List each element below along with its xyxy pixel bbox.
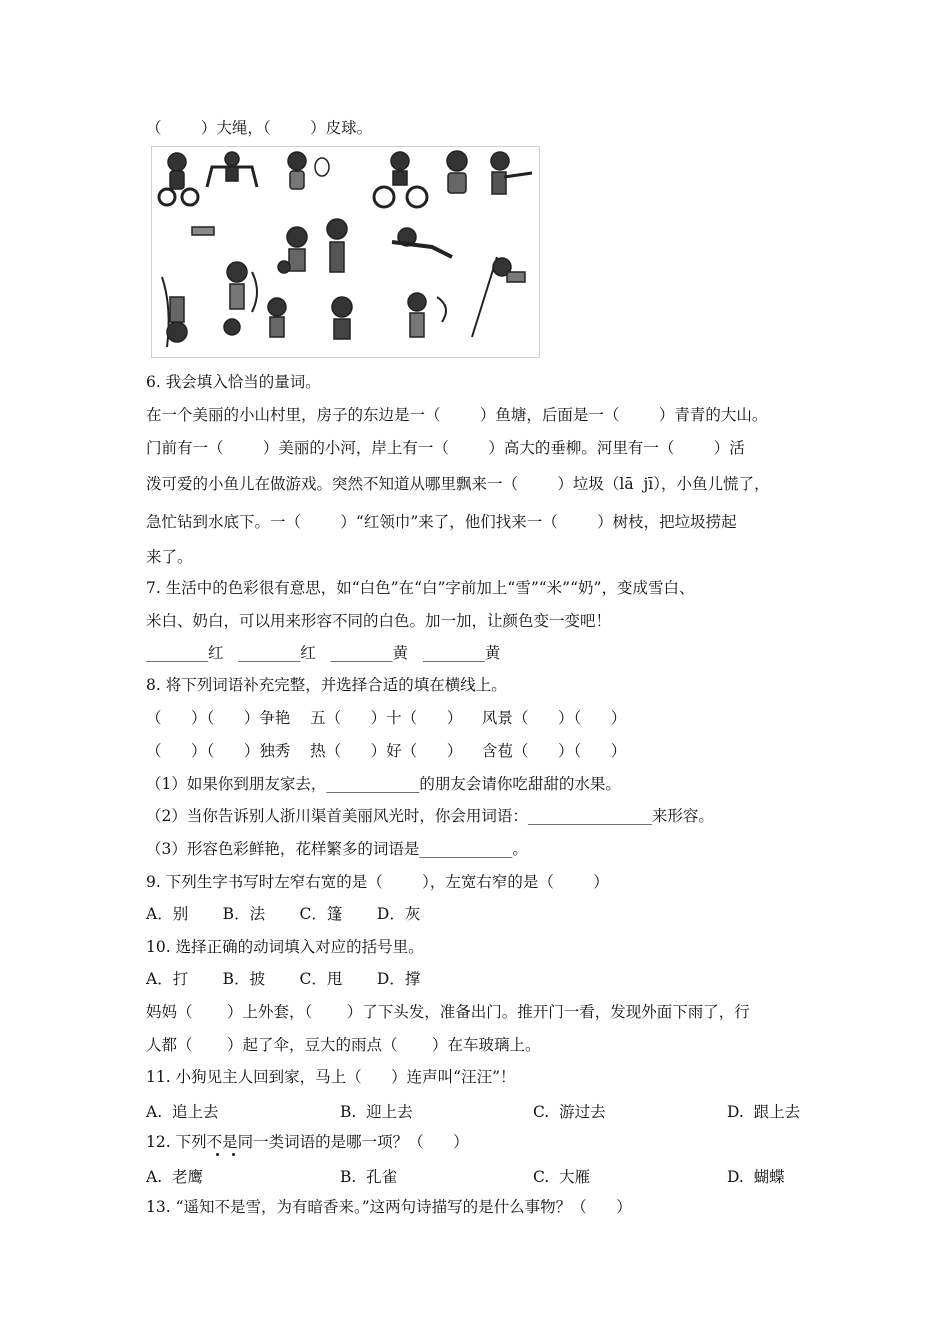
- question-6-text-1: 在一个美丽的小山村里，房子的东边是一（ ）鱼塘，后面是一（ ）青青的大山。: [146, 406, 768, 424]
- question-12-text: 12. 下列不是同一类词语的是哪一项？（ ）: [146, 1133, 469, 1151]
- question-12-option-a[interactable]: A. 老鹰: [146, 1168, 203, 1186]
- question-7-blanks[interactable]: ________红 ________红 ________黄 ________黄: [146, 644, 501, 662]
- question-10-text-2[interactable]: 人都（ ）起了伞，豆大的雨点（ ）在车玻璃上。: [146, 1036, 541, 1054]
- question-7-text-2: 米白、奶白，可以用来形容不同的白色。加一加，让颜色变一变吧！: [146, 612, 612, 630]
- question-7-text-1: 7. 生活中的色彩很有意思，如“白色”在“白”字前加上“雪”“米”“奶”，变成雪白、: [146, 579, 695, 597]
- question-8-words-1[interactable]: （ ）（ ）争艳 五（ ）十（ ） 风景（ ）（ ）: [146, 709, 627, 727]
- question-6-text-3: 泼可爱的小鱼儿在做游戏。突然不知道从哪里飘来一（ ）垃圾（lā jī），小鱼儿慌了，: [146, 475, 770, 493]
- question-8-title: 8. 将下列词语补充完整，并选择合适的填在横线上。: [146, 676, 507, 694]
- emphasis-dot: [216, 1153, 219, 1156]
- question-12-option-c[interactable]: C. 大雁: [533, 1168, 591, 1186]
- sports-figures-image: [152, 147, 539, 357]
- question-8-sub-1[interactable]: （1）如果你到朋友家去，____________的朋友会请你吃甜甜的水果。: [146, 775, 621, 793]
- question-11-option-d[interactable]: D. 跟上去: [727, 1103, 801, 1121]
- question-12-option-b[interactable]: B. 孔雀: [340, 1168, 398, 1186]
- question-13-text: 13. “遥知不是雪，为有暗香来。”这两句诗描写的是什么事物？（ ）: [146, 1198, 632, 1216]
- question-10-text-1[interactable]: 妈妈（ ）上外套，（ ）了下头发，准备出门。推开门一看，发现外面下雨了，行: [146, 1003, 750, 1021]
- question-12-option-d[interactable]: D. 蝴蝶: [727, 1168, 785, 1186]
- emphasis-dot: [232, 1153, 235, 1156]
- question-11-option-b[interactable]: B. 迎上去: [340, 1103, 413, 1121]
- question-8-sub-2[interactable]: （2）当你告诉别人浙川渠首美丽风光时，你会用词语：________________来形容。: [146, 807, 714, 825]
- question-9-options[interactable]: A．别 B．法 C．篷 D．灰: [146, 905, 421, 923]
- question-8-words-2[interactable]: （ ）（ ）独秀 热（ ）好（ ） 含苞（ ）（ ）: [146, 742, 627, 760]
- question-6-title: 6. 我会填入恰当的量词。: [146, 373, 321, 391]
- question-10-options[interactable]: A．打 B．披 C．甩 D．撑: [146, 970, 421, 988]
- question-6-text-4: 急忙钻到水底下。一（ ）“红领巾”来了，他们找来一（ ）树枝，把垃圾捞起: [146, 513, 737, 531]
- question-10-title: 10. 选择正确的动词填入对应的括号里。: [146, 938, 424, 956]
- fill-line-rope-ball: （ ）大绳，（ ）皮球。: [146, 119, 373, 137]
- sports-children-illustration: [151, 146, 540, 358]
- question-11-option-c[interactable]: C. 游过去: [533, 1103, 606, 1121]
- question-11-option-a[interactable]: A. 追上去: [146, 1103, 219, 1121]
- question-9-text: 9. 下列生字书写时左窄右宽的是（ ），左宽右窄的是（ ）: [146, 873, 609, 891]
- question-6-text-5: 来了。: [146, 548, 193, 566]
- question-6-text-2: 门前有一（ ）美丽的小河，岸上有一（ ）高大的垂柳。河里有一（ ）活: [146, 439, 745, 457]
- question-8-sub-3[interactable]: （3）形容色彩鲜艳，花样繁多的词语是____________。: [146, 840, 528, 858]
- question-11-text: 11. 小狗见主人回到家，马上（ ）连声叫“汪汪”！: [146, 1068, 516, 1086]
